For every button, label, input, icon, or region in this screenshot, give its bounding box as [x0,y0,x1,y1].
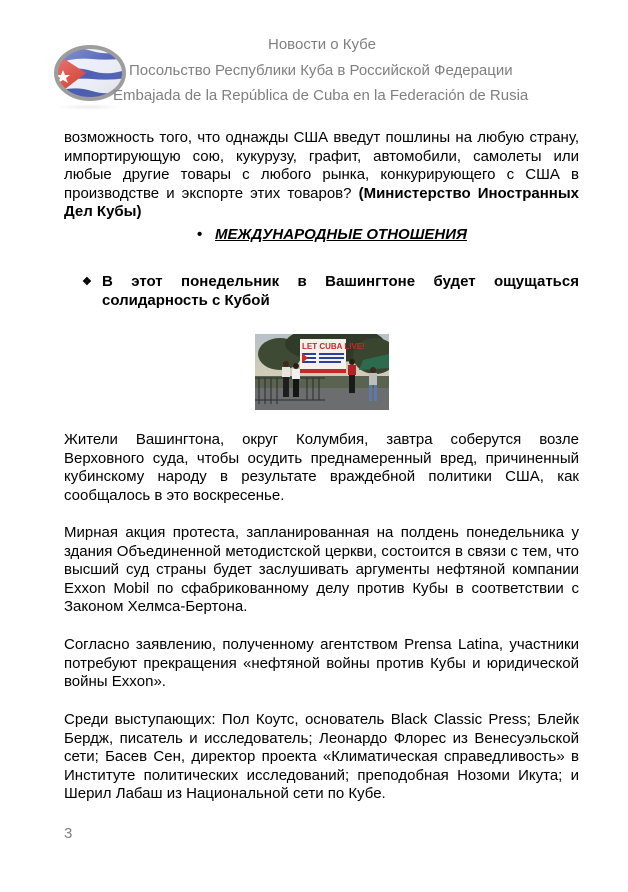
intro-paragraph [64,129,579,222]
article-paragraph: Среди выступающих: Пол Коутс, основатель Black Classic Press; Блейк Бердж, писатель и исследователь; Леонардо Флорес из Венесуэльской сети; Басев Сен, директор проекта «Климатическая справедливость» в Институте политических исследований; преподобная Нозоми Икута; и Шерил Лабаш из Национальной сети по Кубе. [64,711,579,802]
article-paragraph: Жители Вашингтона, округ Колумбия, завтра соберутся возле Верховного суда, чтобы осудить преднамеренный вред, причиненный кубинскому народу в результате враждебной политики США, как сообщалось в это воскресенье. [64,431,579,504]
intro-text: возможность того, что однажды США введут пошлины на любую страну, импортирующую сою, кукурузу, графит, автомобили, самолеты или любые другие товары с любого рынка, конкурирующего с США в производстве и экспорте этих товаров? [64,129,579,202]
article-paragraph: Согласно заявлению, полученному агентством Prensa Latina, участники потребуют прекращения «нефтяной войны против Кубы и юридической войны Exxon». [64,636,579,690]
banner-text: LET CUBA LIVE! [302,342,365,351]
article-title-text: В этот понедельник в Вашингтоне будет ощущаться солидарность с Кубой [102,273,579,309]
section-heading [197,226,467,244]
section-label: МЕЖДУНАРОДНЫЕ ОТНОШЕНИЯ [215,226,467,243]
header-embassy-es: Embajada de la República de Cuba en la Federación de Rusia [113,87,529,104]
logo-reflection [56,104,122,110]
article-paragraph: Мирная акция протеста, запланированная на полдень понедельника у здания Объединенной методистской церкви, состоится в связи с тем, что высший суд страны будет заслушивать аргументы нефтяной компании Exxon Mobil по сфабрикованному делу против Кубы в соответствии с Законом Хелмса-Бертона. [64,524,579,615]
bullet-icon: • [197,226,203,243]
intro-source: (Министерство Иностранных Дел Кубы) [64,184,579,220]
diamond-bullet-icon: ❖ [82,276,92,288]
header-title: Новости о Кубе [268,36,376,53]
article-title [82,273,579,310]
page-number: 3 [64,825,73,842]
header-embassy-ru: Посольство Республики Куба в Российской Федерации [129,62,513,79]
cuban-flag-logo-icon [52,43,128,103]
article-photo [255,334,389,410]
